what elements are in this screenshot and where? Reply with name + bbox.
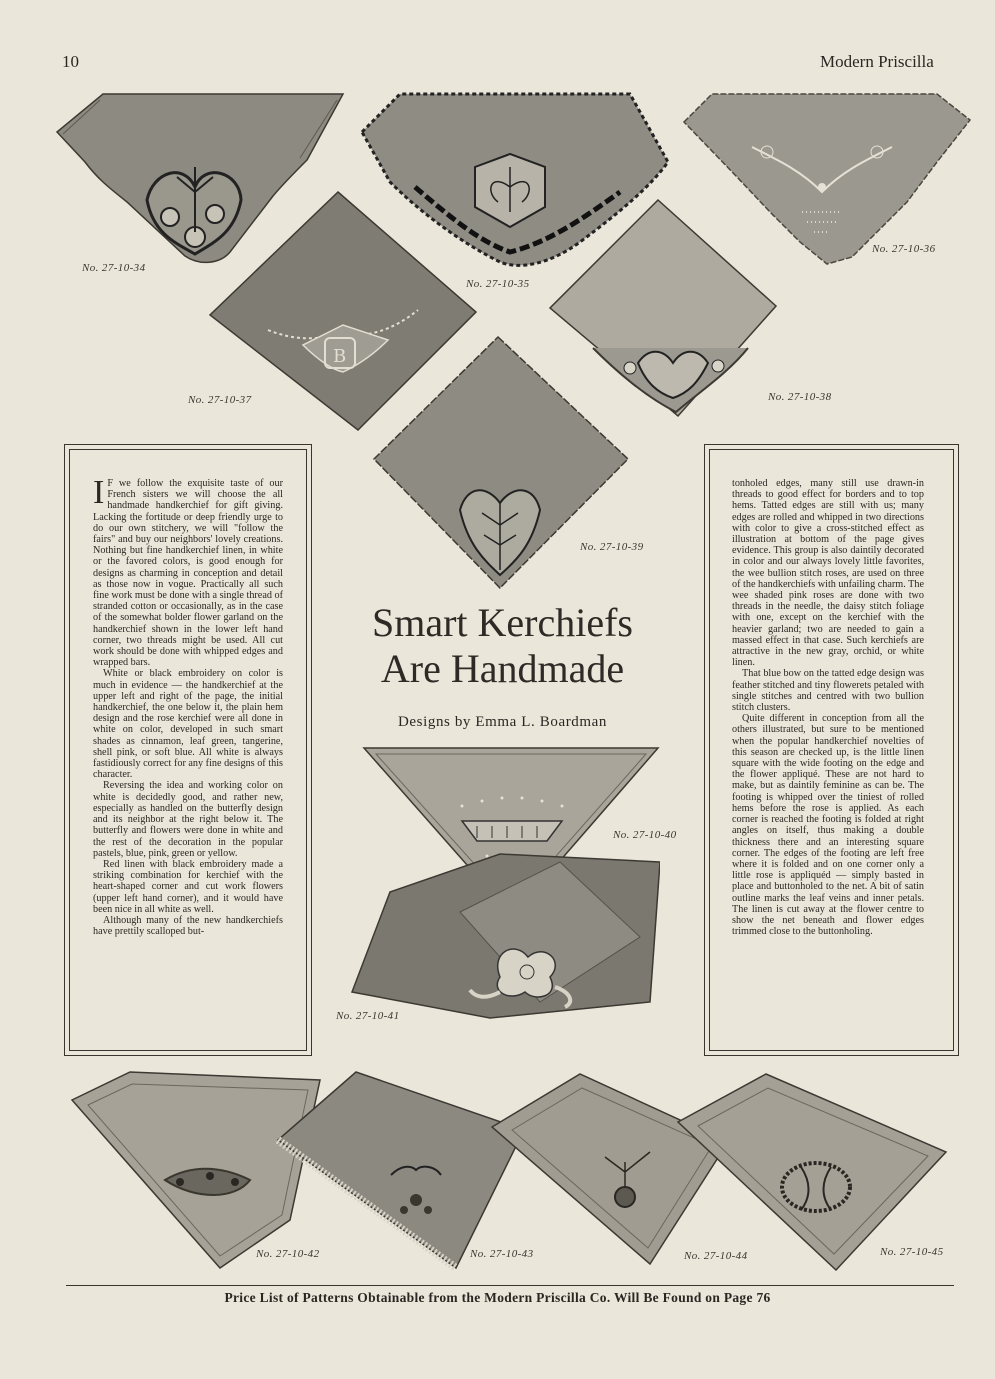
label-27-10-35: No. 27-10-35 bbox=[466, 278, 530, 290]
label-27-10-43: No. 27-10-43 bbox=[470, 1248, 534, 1260]
byline: Designs by Emma L. Boardman bbox=[397, 714, 608, 730]
right-paragraph-3: Quite different in conception from all the others illustrated, but sure to be mentioned when the popular handkerchief novelties of this season are checked up, is the little linen square with the wide footing on the edge and the flower appliqué. These are not hard to make, but as daintily feminine as can be. The footing is whipped over the tiniest of rolled hems before the rose is applied. As each corner is reached the footing is folded at right angles on itself, thus making a double thickness there and an interesting square corner. The edges of the footing are left free where it is folded and on one corner only a little rose is appliquéd — simply basted in place and buttonholed to the net. A bit of satin outline marks the leaf veins and inner petals. The linen is cut away at the flower centre to show the net beneath and flower edges trimmed close to the buttonholing. bbox=[732, 713, 924, 938]
label-27-10-36: No. 27-10-36 bbox=[872, 243, 936, 255]
left-paragraph-5: Although many of the new handkerchiefs have prettily scalloped but- bbox=[93, 914, 283, 938]
kerchief-27-10-45 bbox=[676, 1072, 956, 1272]
kerchief-27-10-43 bbox=[276, 1070, 526, 1270]
label-27-10-34: No. 27-10-34 bbox=[82, 262, 146, 274]
drop-cap: I bbox=[93, 474, 105, 511]
svg-text:B: B bbox=[333, 346, 347, 367]
label-27-10-45: No. 27-10-45 bbox=[880, 1246, 944, 1258]
label-27-10-44: No. 27-10-44 bbox=[684, 1250, 748, 1262]
left-paragraph-4: Red linen with black embroidery made a striking combination for kerchief with the heart-shaped corner and cut work flowers (upper left hand corner), and it would have been nice in all white as well. bbox=[93, 858, 283, 915]
magazine-title: Modern Priscilla bbox=[820, 52, 934, 71]
footer-rule bbox=[66, 1285, 954, 1286]
label-27-10-38: No. 27-10-38 bbox=[768, 391, 832, 403]
title-line-2: Are Handmade bbox=[380, 646, 625, 691]
page-number: 10 bbox=[62, 52, 79, 71]
left-paragraph-1: F we follow the exquisite taste of our French sisters we will choose the all handmade handkerchief for gift giving. Lacking the fortitude or deep friendly urge to do our own stitchery, we will "follow the fairs" and buy our neighbors' lovely creations. Nothing but fine handkerchief linen, in white or the favored colors, is good enough for designs as charming in conception and detail as those now in vogue. Practically all such fine work must be done with a single thread of stranded cotton or occasionally, as in the case of the somewhat bolder flower garland on the handkerchief shown in the lower left hand corner, two threads might be used. All cut work should be done with whipped edges and wrapped bars. bbox=[93, 478, 283, 669]
left-paragraph-3: Reversing the idea and working color on white is decidedly good, and rather new, especially as handled on the butterfly design and its neighbor at the right below it. The butterfly and flowers were done in white and the rest of the decoration in the popular pastels, blue, pink, green or yellow. bbox=[93, 780, 283, 859]
right-paragraph-2: That blue bow on the tatted edge design was feather stitched and tiny flowerets petaled with single stitches and centred with two bullion stitch clusters. bbox=[732, 668, 924, 714]
label-27-10-37: No. 27-10-37 bbox=[188, 394, 252, 406]
left-paragraph-2: White or black embroidery on color is much in evidence — the handkerchief at the upper left and right of the page, the initial handkerchief, the one below it, the plain hem design and the rose kerchief were all done in white on color, developed in such smart shades as cinnamon, leaf green, tangerine, shell pink, or soft blue. All white is always fastidiously correct for any fine designs of this character. bbox=[93, 668, 283, 781]
label-27-10-42: No. 27-10-42 bbox=[256, 1248, 320, 1260]
title-line-1: Smart Kerchiefs bbox=[371, 600, 633, 645]
right-column-text bbox=[732, 478, 924, 937]
label-27-10-40: No. 27-10-40 bbox=[613, 829, 677, 841]
footer-price-list: Price List of Patterns Obtainable from the Modern Priscilla Co. Will Be Found on Page 76 bbox=[224, 1290, 771, 1305]
label-27-10-41: No. 27-10-41 bbox=[336, 1010, 400, 1022]
label-27-10-39: No. 27-10-39 bbox=[580, 541, 644, 553]
right-paragraph-1: tonholed edges, many still use drawn-in threads to good effect for borders and to top hems. Tatted edges are still with us; many edges are rolled and whipped in two directions with color to give a cross-stitched effect as illustration at bottom of the page gives evidence. This group is also daintily decorated in color and our always lovely little favorites, the wee bullion stitch roses, are used on three of the handkerchiefs with unfailing charm. The wee shaded pink roses are done with two threads in the needle, the daisy stitch foliage with one, except on the kerchief with the heavier garland; two are needed to gain a massed effect in that case. Such kerchiefs are attractive in the new gray, orchid, or white linen. bbox=[732, 478, 924, 669]
kerchief-27-10-41 bbox=[350, 852, 660, 1020]
left-column-text bbox=[93, 474, 283, 938]
article-title bbox=[330, 600, 675, 692]
